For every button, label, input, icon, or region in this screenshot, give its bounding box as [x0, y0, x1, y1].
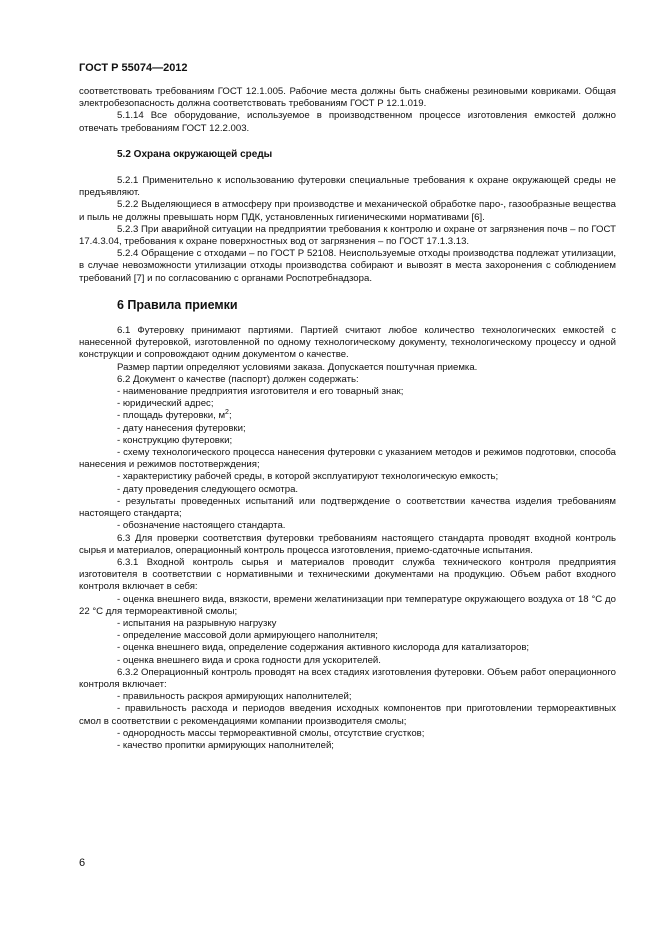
list-item: - дату нанесения футеровки; — [117, 422, 246, 434]
paragraph: 5.2.3 При аварийной ситуации на предприятии требования к контролю и охране от загрязнения почв – по ГОСТ 17.4.3.04, требования к охране поверхностных вод от загрязнения – по ГОСТ 17.1.3.13. — [79, 223, 616, 248]
list-item: - юридический адрес; — [117, 398, 214, 410]
paragraph: Размер партии определяют условиями заказа. Допускается поштучная приемка. — [117, 361, 478, 373]
list-item: - схему технологического процесса нанесения футеровки с указанием методов и режимов подготовки, способа нанесения и режимов постотверждения; — [79, 447, 616, 471]
list-item: - наименование предприятия изготовителя и его товарный знак; — [117, 386, 404, 398]
list-item: - правильность расхода и периодов введения исходных компонентов при приготовлении термореактивных смол в соответствии с рекомендациями компании производителя смолы; — [79, 703, 616, 727]
paragraph: соответствовать требованиям ГОСТ 12.1.005. Рабочие места должны быть снабжены резиновыми ковриками. Общая электробезопасность должна соответствовать требованиям ГОСТ Р 12.1.019. — [79, 86, 616, 110]
paragraph: 5.2.1 Применительно к использованию футеровки специальные требования к охране окружающей среды не предъявляют. — [79, 175, 616, 199]
paragraph: 6.3 Для проверки соответствия футеровки требованиям настоящего стандарта проводят входной контроль сырья и материалов, операционный контроль процесса изготовления, приемо-сдаточные испытания. — [79, 532, 616, 556]
page-number: 6 — [79, 857, 86, 869]
list-item: - характеристику рабочей среды, в которой эксплуатируют технологическую емкость; — [117, 471, 499, 483]
chapter-heading: 6 Правила приемки — [117, 297, 238, 312]
list-item: - испытания на разрывную нагрузку — [117, 617, 277, 629]
list-item: - качество пропитки армирующих наполнителей; — [117, 739, 334, 751]
list-item: - оценка внешнего вида и срока годности для ускорителей. — [117, 654, 381, 666]
superscript: 2 — [225, 409, 229, 417]
list-item — [79, 410, 616, 422]
list-item: - конструкцию футеровки; — [117, 434, 233, 446]
list-item: - однородность массы термореактивной смолы, отсутствие сгустков; — [117, 727, 425, 739]
paragraph: 5.2.2 Выделяющиеся в атмосферу при производстве и механической обработке паро-, газообразные вещества и пыль не должны превышать норм ПДК, установленных гигиеническими нормативами [6]. — [79, 199, 616, 223]
list-item-text: - площадь футеровки, м — [117, 410, 226, 422]
paragraph: 6.1 Футеровку принимают партиями. Партией считают любое количество технологических емкостей с нанесенной футеровкой, изготовленной по одному технологическому документу, технологическому процессу и одной конструкции и сопровождают одним документом о качестве. — [79, 325, 616, 361]
list-item: - правильность раскроя армирующих наполнителей; — [117, 691, 352, 703]
list-item: - дату проведения следующего осмотра. — [117, 483, 299, 495]
list-item: - оценка внешнего вида, вязкости, времени желатинизации при температуре окружающего воздуха от 18 °С до 22 °С для термореактивной смолы; — [79, 593, 616, 617]
paragraph: 6.3.2 Операционный контроль проводят на всех стадиях изготовления футеровки. Объем работ операционного контроля включает: — [79, 666, 616, 690]
paragraph: 5.1.14 Все оборудование, используемое в производственном процессе изготовления емкостей должно отвечать требованиям ГОСТ 12.2.003. — [79, 110, 616, 134]
list-item: - результаты проведенных испытаний или подтверждение о соответствии качества изделия требованиям настоящего стандарта; — [79, 495, 616, 520]
list-item: - оценка внешнего вида, определение содержания активного кислорода для катализаторов; — [117, 642, 530, 654]
paragraph: 6.3.1 Входной контроль сырья и материалов проводит служба технического контроля предприятия изготовителя в соответствии с нормативными и техническими документами на продукцию. Объем работ входного контроля включает в себя: — [79, 556, 616, 593]
list-item-punct: ; — [228, 410, 232, 422]
section-heading: 5.2 Охрана окружающей среды — [117, 148, 273, 160]
page-body — [79, 86, 616, 752]
list-item: - обозначение настоящего стандарта. — [117, 520, 286, 532]
paragraph: 6.2 Документ о качестве (паспорт) должен содержать: — [117, 373, 359, 385]
list-item: - определение массовой доли армирующего наполнителя; — [117, 630, 378, 642]
document-header: ГОСТ Р 55074—2012 — [79, 62, 188, 74]
paragraph: 5.2.4 Обращение с отходами – по ГОСТ Р 52108. Неиспользуемые отходы производства подлежат утилизации, в случае невозможности утилизации отходы производства собирают и вывозят в места захоронения с соблюдением требований [7] и по согласованию с органами Роспотребнадзора. — [79, 248, 616, 284]
